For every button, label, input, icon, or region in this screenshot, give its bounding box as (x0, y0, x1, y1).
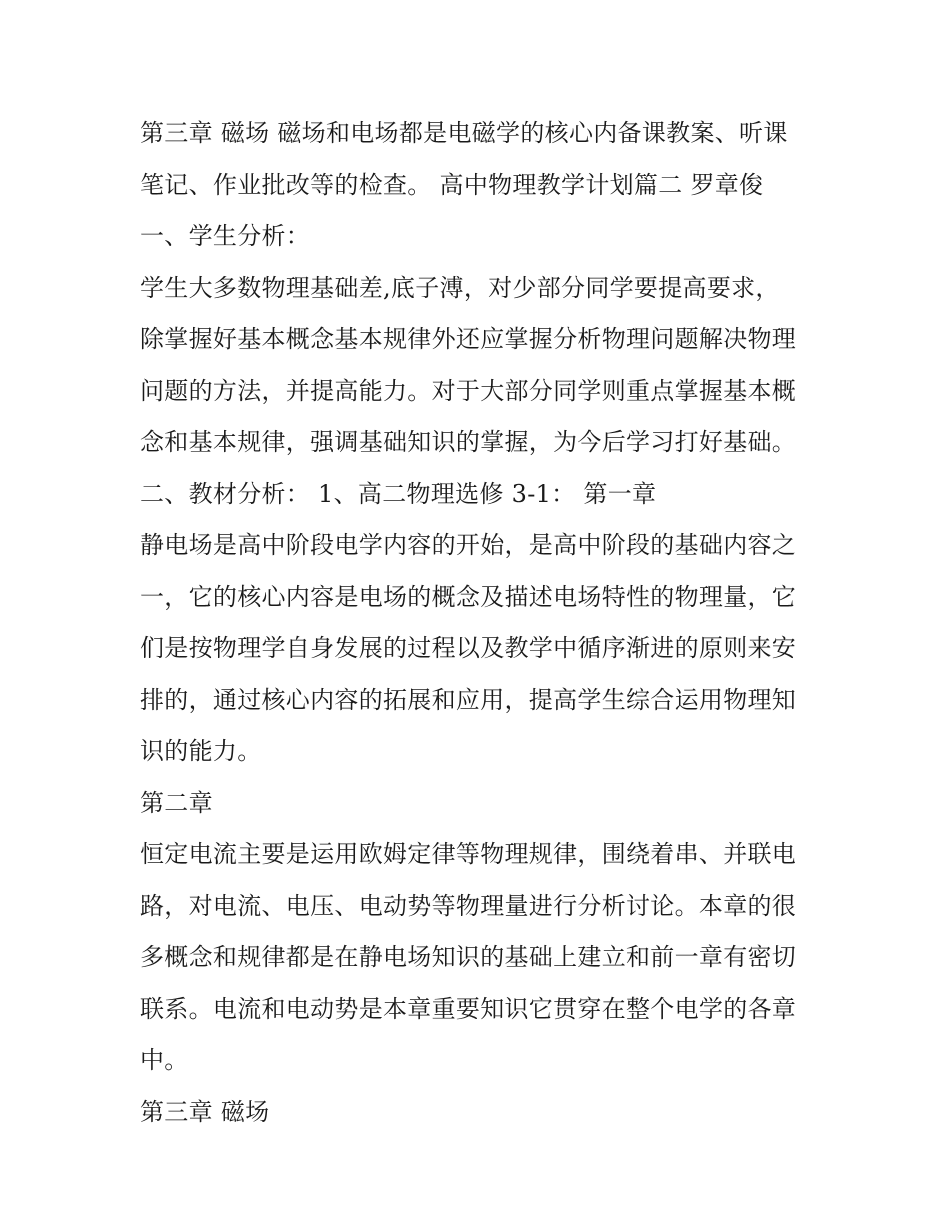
text-line: 路，对电流、电压、电动势等物理量进行分析讨论。本章的很 (140, 891, 797, 920)
text-line: 笔记、作业批改等的检查。 高中物理教学计划篇二 罗章俊 (140, 170, 764, 199)
chapter-heading: 第二章 (140, 788, 213, 817)
text-line: 们是按物理学自身发展的过程以及教学中循序渐进的原则来安 (140, 634, 797, 662)
text-line: 学生大多数物理基础差,底子溥，对少部分同学要提高要求， (140, 273, 780, 302)
text-line: 恒定电流主要是运用欧姆定律等物理规律，围绕着串、并联电 (140, 840, 797, 868)
text-line: 静电场是高中阶段电学内容的开始，是高中阶段的基础内容之 (140, 531, 797, 559)
text-line: 一，它的核心内容是电场的概念及描述电场特性的物理量，它 (140, 582, 797, 611)
text-line: 念和基本规律，强调基础知识的掌握，为今后学习打好基础。 (140, 428, 797, 456)
text-line: 识的能力。 (140, 737, 262, 765)
text-line: 除掌握好基本概念基本规律外还应掌握分析物理问题解决物理 (140, 325, 797, 353)
document-body (140, 108, 820, 1138)
text-line: 排的，通过核心内容的拓展和应用，提高学生综合运用物理知 (140, 685, 797, 714)
text-line: 多概念和规律都是在静电场知识的基础上建立和前一章有密切 (140, 943, 797, 971)
section-heading: 二、教材分析： 1、高二物理选修 3-1： 第一章 (140, 479, 657, 508)
text-line: 问题的方法，并提高能力。对于大部分同学则重点掌握基本概 (140, 376, 797, 405)
text-line: 联系。电流和电动势是本章重要知识它贯穿在整个电学的各章 (140, 994, 797, 1023)
text-line: 中。 (140, 1046, 189, 1074)
section-heading: 一、学生分析： (140, 222, 311, 250)
text-line: 第三章 磁场 磁场和电场都是电磁学的核心内备课教案、听课 (140, 119, 788, 147)
chapter-heading: 第三章 磁场 (140, 1097, 270, 1126)
